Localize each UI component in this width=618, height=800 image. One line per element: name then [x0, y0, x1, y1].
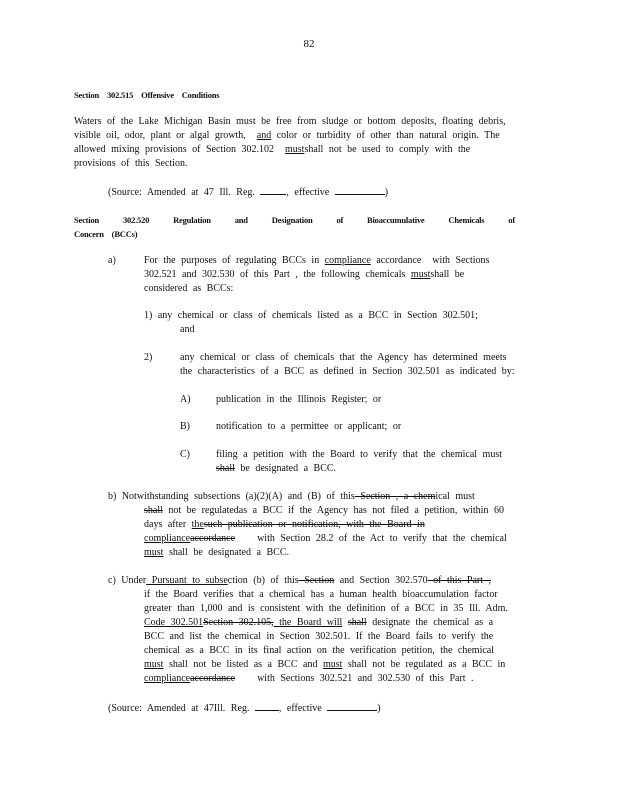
section-515-line-1: Waters of the Lake Michigan Basin must be free from sludge or bottom deposits, floating debris, [74, 116, 506, 127]
section-515-line-4: provisions of this Section. [74, 158, 188, 169]
subsection-c-line-7: must shall not be listed as a BCC and must shall not be regulated as a BCC in [144, 659, 506, 670]
item-1-line-1: 1) any chemical or class of chemicals listed as a BCC in Section 302.501; [144, 310, 478, 321]
section-515-line-2: visible oil, odor, plant or algal growth, and color or turbidity of other than natural origin. The [74, 130, 500, 141]
subsection-c-line-6: chemical as a BCC in its final action on the verification petition, the chemical [144, 645, 495, 656]
subsection-a-line-1: For the purposes of regulating BCCs in compliance accordance with Sections [144, 255, 490, 266]
subsection-b-line-3: days after thesuch publication or notification, with the Board in [144, 519, 425, 530]
section-515-heading: Section 302.515 Offensive Conditions [74, 90, 220, 100]
register-blank [260, 184, 286, 195]
subsection-c-line-4: Code 302.501Section 302.105, the Board will shall designate the chemical as a [144, 617, 494, 628]
section-520-heading: Section 302.520 Regulation and Designation of Bioaccumulative Chemicals of [74, 215, 515, 225]
subsection-c-line-5: BCC and list the chemical in Section 302.501. If the Board fails to verify the [144, 631, 494, 642]
item-A-label: A) [180, 394, 191, 405]
section-520-source-note: (Source: Amended at 47Ill. Reg. , effective ) [108, 700, 381, 716]
subsection-b-line-2: shall not be regulatedas a BCC if the Agency has not filed a petition, within 60 [144, 505, 504, 516]
item-2-label: 2) [144, 352, 153, 363]
subsection-c-line-3: greater than 1,000 and is consistent with the definition of a BCC in 35 Ill. Adm. [144, 603, 508, 614]
subsection-b-line-5: must shall be designated a BCC. [144, 547, 289, 558]
item-C-line-2: shall be designated a BCC. [216, 463, 337, 474]
item-B-text: notification to a permittee or applicant; or [216, 421, 402, 432]
subsection-b-line-4: complianceaccordance with Section 28.2 of the Act to verify that the chemical [144, 533, 507, 544]
subsection-c-line-8: complianceaccordance with Sections 302.521 and 302.530 of this Part . [144, 673, 474, 684]
item-1-line-2: and [180, 324, 195, 335]
page-number: 82 [303, 38, 315, 50]
register-blank-2 [255, 700, 279, 711]
effective-date-blank [335, 184, 385, 195]
section-515-line-3: allowed mixing provisions of Section 302.102 mustshall not be used to comply with the [74, 144, 471, 155]
subsection-a-line-3: considered as BCCs: [144, 283, 234, 294]
item-C-line-1: filing a petition with the Board to verify that the chemical must [216, 449, 502, 460]
section-520-heading-line-2: Concern (BCCs) [74, 229, 138, 239]
subsection-a-label: a) [108, 255, 116, 266]
section-515-source-note: (Source: Amended at 47 Ill. Reg. , effective ) [108, 184, 388, 200]
item-2-line-1: any chemical or class of chemicals that the Agency has determined meets [180, 352, 507, 363]
subsection-c-line-1: c) Under Pursuant to subsection (b) of this Section and Section 302.570 of this Part , [108, 575, 492, 586]
item-2-line-2: the characteristics of a BCC as defined in Section 302.501 as indicated by: [180, 366, 515, 377]
subsection-a-line-2: 302.521 and 302.530 of this Part , the following chemicals mustshall be [144, 269, 465, 280]
item-C-label: C) [180, 449, 190, 460]
effective-date-blank-2 [327, 700, 377, 711]
subsection-b-line-1: b) Notwithstanding subsections (a)(2)(A) and (B) of this Section , a chemical must [108, 491, 475, 502]
item-B-label: B) [180, 421, 190, 432]
item-A-text: publication in the Illinois Register; or [216, 394, 382, 405]
subsection-c-line-2: if the Board verifies that a chemical has a human health bioaccumulation factor [144, 589, 498, 600]
